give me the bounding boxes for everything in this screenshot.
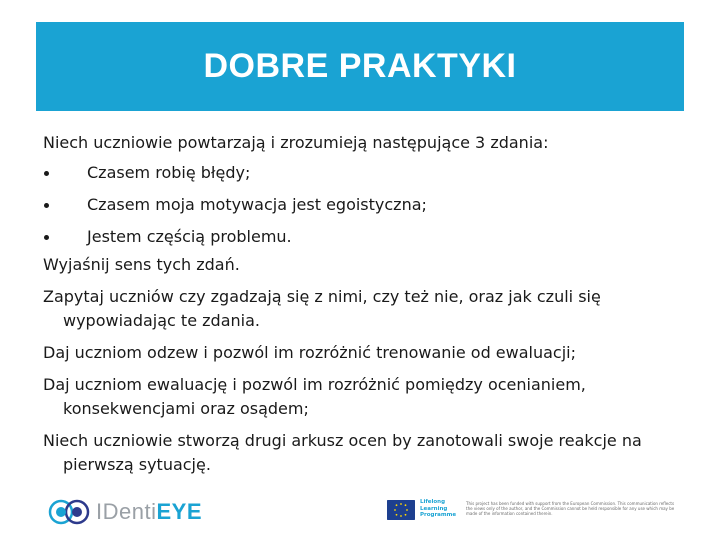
paragraph: Niech uczniowie stworzą drugi arkusz ocen by zanotowali swoje reakcje na pierwszą sytuację. xyxy=(43,431,642,474)
title-banner xyxy=(36,22,684,111)
paragraph: Wyjaśnij sens tych zdań. xyxy=(43,255,240,274)
bullet-icon xyxy=(44,171,49,176)
intro-text: Niech uczniowie powtarzają i zrozumieją następujące 3 zdania: xyxy=(43,133,549,152)
paragraph: Daj uczniom odzew i pozwól im rozróżnić trenowanie od ewaluacji; xyxy=(43,343,577,362)
list-item xyxy=(43,161,683,185)
list-item-text: Czasem robię błędy; xyxy=(87,163,251,182)
footer-logos xyxy=(0,492,720,532)
identieye-logo-icon xyxy=(48,499,92,525)
bullet-icon xyxy=(44,203,49,208)
funding-disclaimer: This project has been funded with support from the European Commission. This communication reflects the views only of the author, and the Commission cannot be held responsible for any use which may be made of the information contained therein. xyxy=(466,501,675,516)
page-title: DOBRE PRAKTYKI xyxy=(203,47,517,85)
sentence-list xyxy=(43,161,683,249)
logo-wordmark: IDentiEYE xyxy=(96,499,203,524)
list-item xyxy=(43,225,683,249)
paragraph: Zapytaj uczniów czy zgadzają się z nimi, czy też nie, oraz jak czuli się wypowiadając te zdania. xyxy=(43,287,601,330)
lifelong-learning-logo-icon: Lifelong Learning Programme xyxy=(420,499,457,518)
paragraph: Daj uczniom ewaluację i pozwól im rozróżnić pomiędzy ocenianiem, konsekwencjami oraz osądem; xyxy=(43,375,586,418)
eu-flag-icon xyxy=(387,500,415,520)
list-item xyxy=(43,193,683,217)
list-item-text: Jestem częścią problemu. xyxy=(87,227,292,246)
identieye-logo xyxy=(48,497,202,527)
list-item-text: Czasem moja motywacja jest egoistyczna; xyxy=(87,195,427,214)
slide-content xyxy=(43,131,683,485)
bullet-icon xyxy=(44,235,49,240)
